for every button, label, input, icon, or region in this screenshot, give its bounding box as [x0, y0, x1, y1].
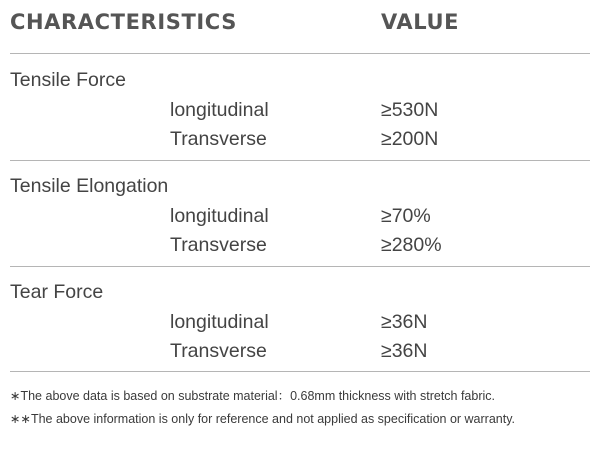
group-title-tensile-force: Tensile Force [10, 69, 126, 91]
row-label-longitudinal: longitudinal [170, 311, 269, 333]
group-divider [10, 266, 590, 267]
footnote-disclaimer: ∗∗The above information is only for reference and not applied as specification or warranty. [10, 412, 516, 426]
row-label-transverse: Transverse [170, 340, 267, 362]
row-value: ≥70% [381, 205, 431, 227]
group-title-tensile-elongation: Tensile Elongation [10, 175, 169, 197]
header-divider [10, 53, 590, 54]
footnote-substrate: ∗The above data is based on substrate material：0.68mm thickness with stretch fabric. [10, 389, 496, 403]
characteristics-column-header: CHARACTERISTICS [10, 10, 237, 34]
row-value: ≥530N [381, 99, 439, 121]
value-column-header: VALUE [381, 10, 460, 34]
row-value: ≥36N [381, 311, 428, 333]
row-label-longitudinal: longitudinal [170, 99, 269, 121]
row-value: ≥280% [381, 234, 442, 256]
row-label-longitudinal: longitudinal [170, 205, 269, 227]
group-title-tear-force: Tear Force [10, 281, 104, 303]
row-label-transverse: Transverse [170, 128, 267, 150]
row-value: ≥200N [381, 128, 439, 150]
row-value: ≥36N [381, 340, 428, 362]
table-bottom-divider [10, 371, 590, 372]
row-label-transverse: Transverse [170, 234, 267, 256]
group-divider [10, 160, 590, 161]
